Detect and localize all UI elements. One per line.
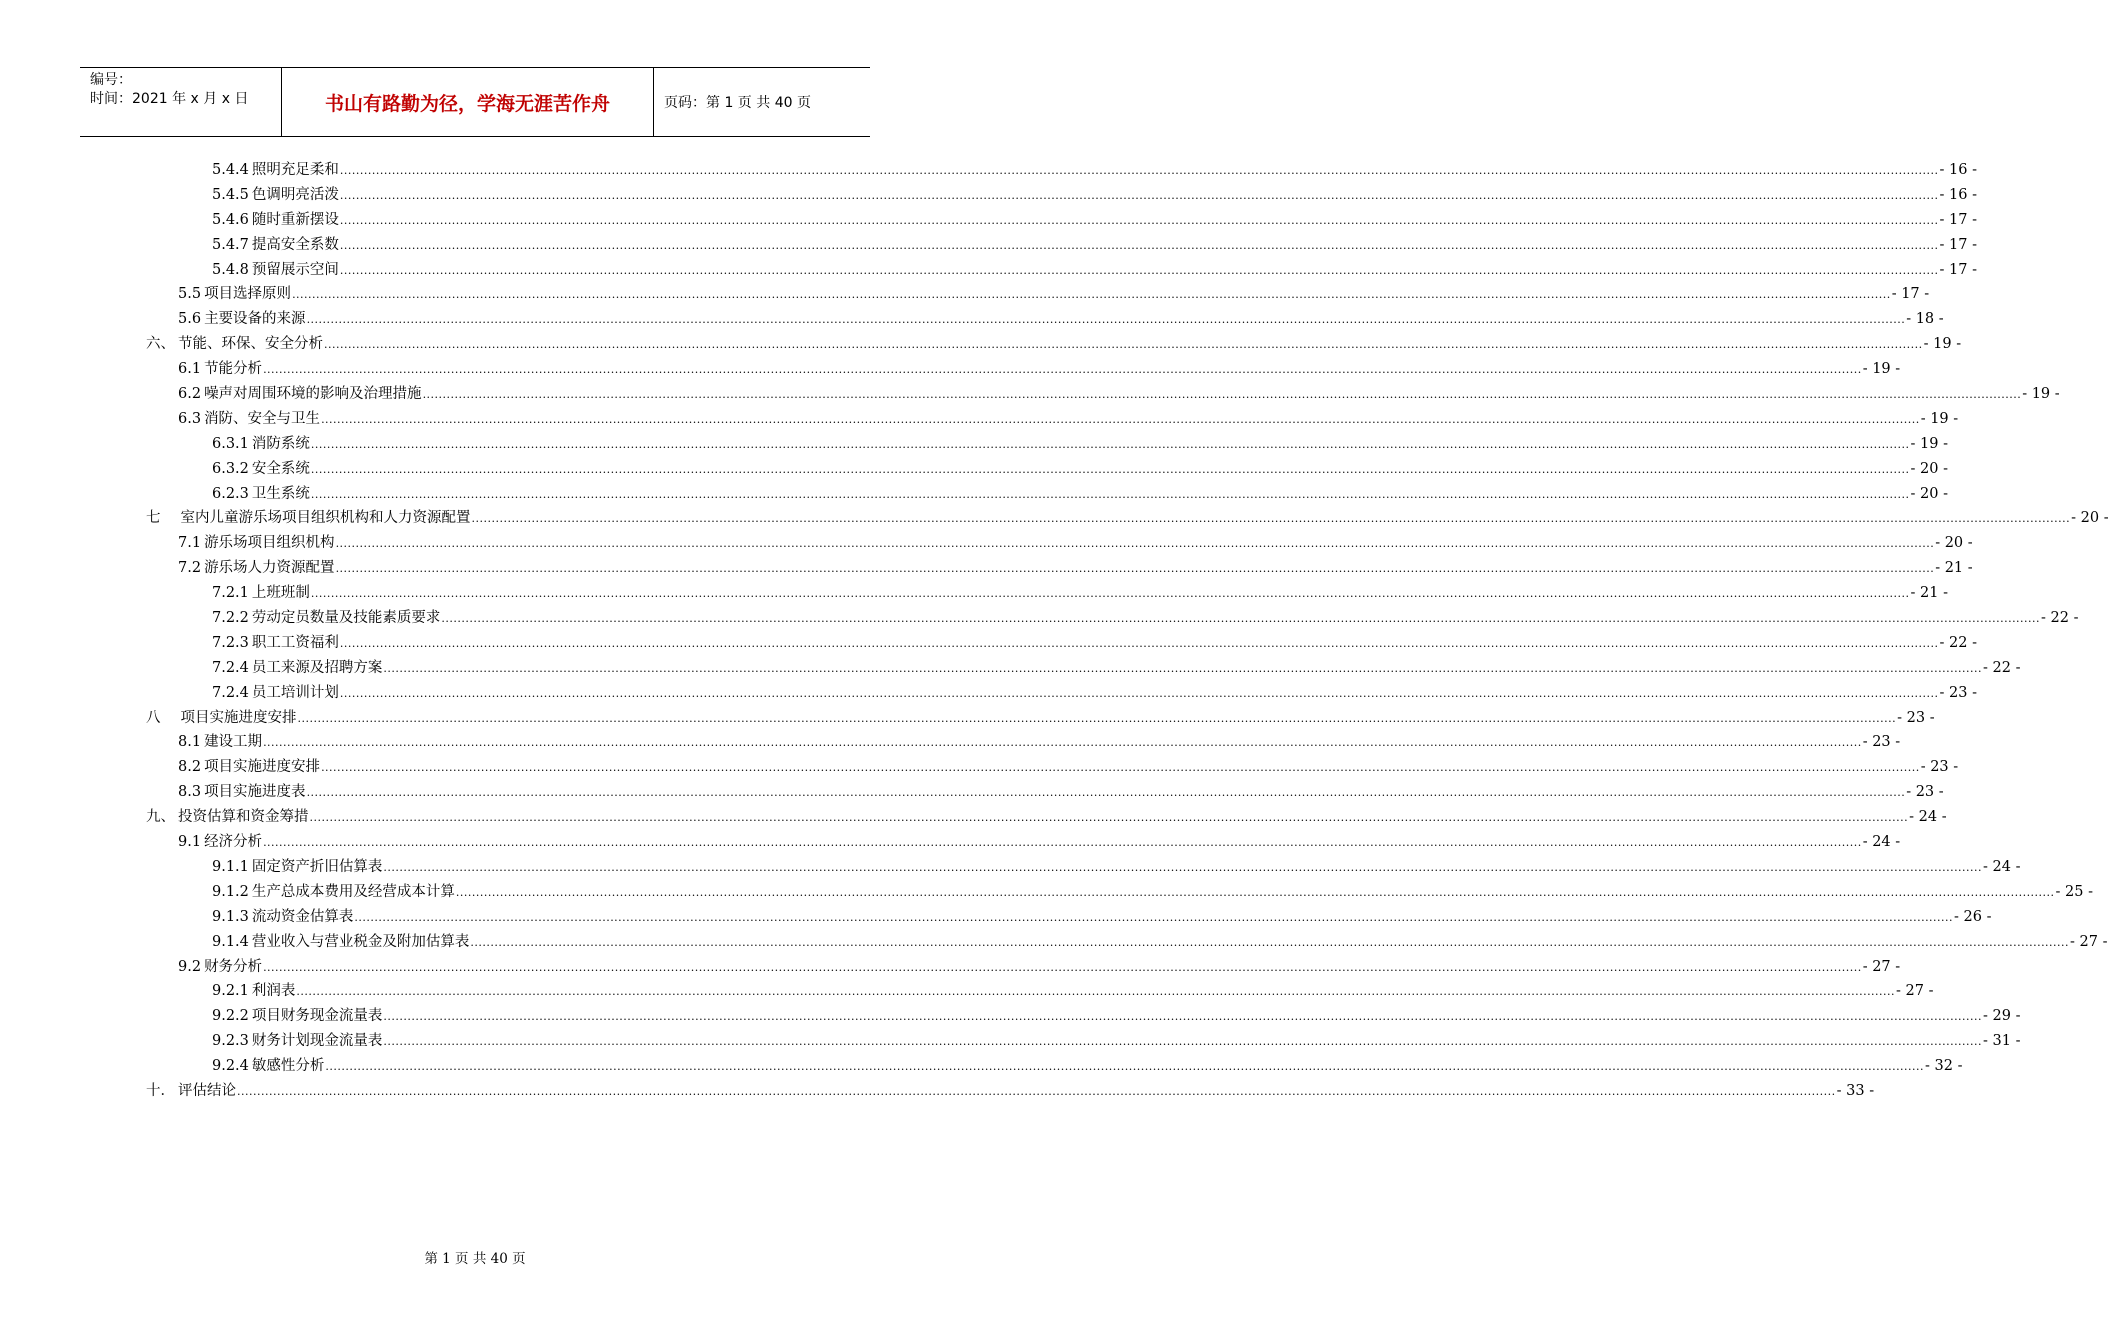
toc-dot-leader: ................................................................................................................................................................................................................................................................................................................................................................................................................ <box>339 213 1939 227</box>
toc-entry-title: 利润表 <box>251 983 296 1000</box>
toc-entry-page: - 16 - <box>1939 162 1978 178</box>
toc-entry[interactable] <box>0 307 1944 332</box>
toc-dot-leader: ................................................................................................................................................................................................................................................................................................................................................................................................................ <box>335 537 1935 551</box>
toc-entry[interactable] <box>0 930 2108 955</box>
toc-entry-number: 5.4.6 <box>212 211 249 228</box>
toc-entry-page: - 19 - <box>1910 435 1949 452</box>
toc-entry-page: - 19 - <box>1920 410 1959 427</box>
toc-entry-title: 游乐场项目组织机构 <box>204 535 335 552</box>
toc-entry-number: 十． <box>146 1082 175 1099</box>
toc-entry-title: 安全系统 <box>251 460 310 477</box>
toc-entry-number: 6.2.3 <box>212 485 249 502</box>
toc-entry[interactable] <box>0 656 2021 681</box>
toc-entry[interactable] <box>0 631 1978 656</box>
toc-dot-leader: ................................................................................................................................................................................................................................................................................................................................................................................................................ <box>321 761 1920 775</box>
toc-entry[interactable] <box>0 805 1947 830</box>
toc-entry-number: 9.1.3 <box>212 908 249 925</box>
toc-dot-leader: ................................................................................................................................................................................................................................................................................................................................................................................................................ <box>441 612 2041 626</box>
toc-dot-leader: ................................................................................................................................................................................................................................................................................................................................................................................................................ <box>471 512 2071 526</box>
toc-dot-leader: ................................................................................................................................................................................................................................................................................................................................................................................................................ <box>263 363 1862 377</box>
toc-entry-number: 八 <box>146 709 161 726</box>
toc-entry[interactable] <box>0 755 1959 780</box>
toc-entry-title: 项目财务现金流量表 <box>251 1008 383 1025</box>
toc-entry[interactable] <box>0 730 1901 755</box>
toc-dot-leader: ................................................................................................................................................................................................................................................................................................................................................................................................................ <box>310 462 1910 476</box>
toc-entry-page: - 19 - <box>2022 386 2060 403</box>
header-page-info: 页码：第 1 页 共 40 页 <box>664 95 811 111</box>
toc-entry-title: 项目选择原则 <box>204 286 292 303</box>
toc-dot-leader: ................................................................................................................................................................................................................................................................................................................................................................................................................ <box>237 1084 1836 1098</box>
toc-entry-number: 9.2.1 <box>212 983 249 1000</box>
toc-entry-page: - 20 - <box>2071 510 2109 527</box>
toc-entry-title: 敏感性分析 <box>251 1058 325 1075</box>
toc-dot-leader: ................................................................................................................................................................................................................................................................................................................................................................................................................ <box>339 238 1939 252</box>
toc-entry-number: 7.2 <box>178 560 202 577</box>
toc-entry-title: 员工培训计划 <box>251 684 339 701</box>
toc-entry-number: 7.1 <box>178 535 202 552</box>
toc-entry-number: 6.1 <box>178 361 202 378</box>
toc-entry-number: 六、 <box>146 336 175 353</box>
toc-entry-title: 项目实施进度安排 <box>204 759 321 776</box>
toc-dot-leader: ................................................................................................................................................................................................................................................................................................................................................................................................................ <box>324 338 1923 352</box>
toc-entry-number: 5.4.5 <box>212 186 249 203</box>
toc-entry-title: 主要设备的来源 <box>204 311 306 328</box>
toc-entry-number: 8.3 <box>178 784 202 801</box>
toc-dot-leader: ................................................................................................................................................................................................................................................................................................................................................................................................................ <box>325 1060 1925 1074</box>
toc-entry-page: - 27 - <box>1896 983 1934 1000</box>
toc-entry-title: 室内儿童游乐场项目组织机构和人力资源配置 <box>180 510 471 527</box>
toc-entry-title: 消防、安全与卫生 <box>204 410 321 427</box>
toc-entry-title: 投资估算和资金筹措 <box>178 809 309 826</box>
toc-dot-leader: ................................................................................................................................................................................................................................................................................................................................................................................................................ <box>339 188 1939 202</box>
toc-entry[interactable] <box>0 407 1959 432</box>
toc-entry[interactable] <box>0 830 1901 855</box>
toc-entry[interactable] <box>0 332 1962 357</box>
toc-entry[interactable] <box>0 905 1992 930</box>
toc-entry[interactable] <box>0 979 1934 1004</box>
toc-entry-title: 消防系统 <box>251 435 310 452</box>
toc-dot-leader: ................................................................................................................................................................................................................................................................................................................................................................................................................ <box>383 860 1983 874</box>
toc-entry[interactable] <box>0 208 1978 233</box>
toc-entry-title: 照明充足柔和 <box>251 162 339 178</box>
toc-entry[interactable] <box>0 482 1949 507</box>
toc-entry-number: 9.1.1 <box>212 858 249 875</box>
toc-entry-page: - 17 - <box>1939 236 1978 253</box>
toc-entry-page: - 27 - <box>2070 933 2108 950</box>
toc-entry-page: - 31 - <box>1983 1033 2021 1050</box>
toc-entry-number: 6.2 <box>178 386 202 403</box>
toc-dot-leader: ................................................................................................................................................................................................................................................................................................................................................................................................................ <box>383 661 1983 675</box>
toc-entry-page: - 29 - <box>1983 1008 2021 1025</box>
toc-entry-page: - 32 - <box>1925 1058 1963 1075</box>
toc-entry[interactable] <box>0 382 2060 407</box>
toc-entry-page: - 23 - <box>1906 784 1944 801</box>
toc-dot-leader: ................................................................................................................................................................................................................................................................................................................................................................................................................ <box>455 885 2055 899</box>
toc-dot-leader: ................................................................................................................................................................................................................................................................................................................................................................................................................ <box>339 263 1939 277</box>
toc-dot-leader: ................................................................................................................................................................................................................................................................................................................................................................................................................ <box>470 935 2070 949</box>
toc-entry-page: - 22 - <box>1983 659 2021 676</box>
toc-dot-leader: ................................................................................................................................................................................................................................................................................................................................................................................................................ <box>263 960 1862 974</box>
toc-entry-title: 项目实施进度安排 <box>180 709 297 726</box>
toc-entry-title: 流动资金估算表 <box>251 908 354 925</box>
toc-dot-leader: ................................................................................................................................................................................................................................................................................................................................................................................................................ <box>310 437 1910 451</box>
toc-entry[interactable] <box>0 780 1944 805</box>
toc-entry-title: 节能分析 <box>204 361 263 378</box>
toc-entry-number: 5.4.8 <box>212 261 249 278</box>
toc-dot-leader: ................................................................................................................................................................................................................................................................................................................................................................................................................ <box>310 587 1910 601</box>
toc-entry-number: 5.6 <box>178 311 202 328</box>
toc-entry-number: 7.2.3 <box>212 634 249 651</box>
toc-dot-leader: ................................................................................................................................................................................................................................................................................................................................................................................................................ <box>335 562 1935 576</box>
toc-entry-title: 预留展示空间 <box>251 261 339 278</box>
toc-entry[interactable] <box>0 258 1978 283</box>
toc-entry[interactable] <box>0 183 1978 208</box>
toc-entry-number: 8.1 <box>178 734 202 751</box>
toc-dot-leader: ................................................................................................................................................................................................................................................................................................................................................................................................................ <box>306 786 1906 800</box>
toc-dot-leader: ................................................................................................................................................................................................................................................................................................................................................................................................................ <box>339 686 1939 700</box>
toc-entry-number: 七 <box>146 510 161 527</box>
toc-entry-number: 7.2.1 <box>212 585 249 602</box>
toc-entry[interactable] <box>0 1054 1963 1079</box>
toc-entry-page: - 27 - <box>1862 958 1901 975</box>
toc-entry[interactable] <box>0 880 2094 905</box>
toc-entry[interactable] <box>0 1079 1875 1104</box>
toc-entry-number: 9.1 <box>178 834 202 851</box>
toc-entry[interactable] <box>0 581 1949 606</box>
toc-entry-page: - 24 - <box>1909 809 1947 826</box>
toc-entry-page: - 22 - <box>1939 634 1978 651</box>
toc-dot-leader: ................................................................................................................................................................................................................................................................................................................................................................................................................ <box>339 164 1939 177</box>
toc-entry-page: - 23 - <box>1939 684 1978 701</box>
toc-entry-title: 提高安全系数 <box>251 236 339 253</box>
toc-entry-page: - 23 - <box>1897 709 1935 726</box>
toc-entry-page: - 18 - <box>1906 311 1944 328</box>
toc-entry[interactable] <box>0 955 1901 980</box>
toc-entry-page: - 25 - <box>2055 883 2094 900</box>
toc-entry-number: 8.2 <box>178 759 202 776</box>
toc-entry-page: - 16 - <box>1939 186 1978 203</box>
toc-entry-number: 6.3.1 <box>212 435 249 452</box>
toc-entry[interactable] <box>0 506 2109 531</box>
toc-entry-number: 九、 <box>146 809 175 826</box>
toc-dot-leader: ................................................................................................................................................................................................................................................................................................................................................................................................................ <box>321 412 1920 426</box>
toc-entry-title: 职工工资福利 <box>251 634 339 651</box>
toc-entry-page: - 20 - <box>1910 485 1949 502</box>
toc-entry[interactable] <box>0 432 1949 457</box>
toc-entry-page: - 22 - <box>2041 610 2079 627</box>
code-label: 编号： <box>90 72 132 88</box>
toc-entry-title: 评估结论 <box>178 1082 236 1099</box>
toc-entry-title: 建设工期 <box>204 734 263 751</box>
toc-entry-title: 游乐场人力资源配置 <box>204 560 335 577</box>
toc-entry-title: 噪声对周围环境的影响及治理措施 <box>204 386 422 403</box>
toc-entry-number: 5.5 <box>178 286 202 303</box>
toc-entry-title: 劳动定员数量及技能素质要求 <box>251 610 441 627</box>
toc-entry-title: 色调明亮活泼 <box>251 186 339 203</box>
toc-entry[interactable] <box>0 1029 2021 1054</box>
toc-entry-number: 5.4.4 <box>212 162 249 178</box>
toc-dot-leader: ................................................................................................................................................................................................................................................................................................................................................................................................................ <box>383 1010 1983 1024</box>
toc-dot-leader: ................................................................................................................................................................................................................................................................................................................................................................................................................ <box>296 985 1896 999</box>
toc-entry-title: 卫生系统 <box>251 485 310 502</box>
toc-dot-leader: ................................................................................................................................................................................................................................................................................................................................................................................................................ <box>263 836 1862 850</box>
toc-entry-number: 7.2.4 <box>212 684 249 701</box>
toc-dot-leader: ................................................................................................................................................................................................................................................................................................................................................................................................................ <box>310 487 1910 501</box>
toc-entry[interactable] <box>0 357 1901 382</box>
toc-entry-page: - 24 - <box>1983 858 2021 875</box>
toc-entry[interactable] <box>0 556 1973 581</box>
toc-entry-page: - 19 - <box>1862 361 1901 378</box>
toc-entry-title: 员工来源及招聘方案 <box>251 659 383 676</box>
toc-dot-leader: ................................................................................................................................................................................................................................................................................................................................................................................................................ <box>383 1035 1983 1049</box>
page-footer: 第 1 页 共 40 页 <box>424 1251 526 1267</box>
toc-entry-title: 生产总成本费用及经营成本计算 <box>251 883 455 900</box>
toc-entry[interactable] <box>0 233 1978 258</box>
header-motto: 书山有路勤为径，学海无涯苦作舟 <box>282 68 654 136</box>
table-of-contents <box>0 158 2109 1104</box>
toc-entry[interactable] <box>0 706 1935 731</box>
toc-entry-title: 节能、环保、安全分析 <box>178 336 323 353</box>
toc-entry[interactable] <box>0 855 2021 880</box>
toc-entry-page: - 19 - <box>1923 336 1962 353</box>
toc-entry[interactable] <box>0 681 1978 706</box>
toc-entry-page: - 21 - <box>1935 560 1973 577</box>
toc-entry-title: 项目实施进度表 <box>204 784 306 801</box>
toc-entry-title: 营业收入与营业税金及附加估算表 <box>251 933 470 950</box>
toc-dot-leader: ................................................................................................................................................................................................................................................................................................................................................................................................................ <box>354 910 1954 924</box>
toc-entry-number: 9.2.4 <box>212 1058 249 1075</box>
toc-dot-leader: ................................................................................................................................................................................................................................................................................................................................................................................................................ <box>339 636 1939 650</box>
toc-entry-number: 9.1.2 <box>212 883 249 900</box>
toc-entry[interactable] <box>0 1004 2021 1029</box>
toc-entry-page: - 23 - <box>1862 734 1901 751</box>
toc-entry-number: 9.2.3 <box>212 1033 249 1050</box>
toc-entry-title: 财务计划现金流量表 <box>251 1033 383 1050</box>
toc-entry-number: 9.2 <box>178 958 202 975</box>
toc-entry-page: - 33 - <box>1836 1082 1875 1099</box>
toc-entry-page: - 17 - <box>1939 261 1978 278</box>
toc-entry-page: - 24 - <box>1862 834 1901 851</box>
toc-entry-title: 随时重新摆设 <box>251 211 339 228</box>
toc-entry[interactable] <box>0 158 1978 183</box>
toc-entry-page: - 23 - <box>1920 759 1959 776</box>
toc-entry-title: 财务分析 <box>204 958 263 975</box>
page-header <box>80 67 870 137</box>
toc-dot-leader: ................................................................................................................................................................................................................................................................................................................................................................................................................ <box>292 288 1891 302</box>
toc-entry-page: - 17 - <box>1891 286 1930 303</box>
toc-entry-number: 5.4.7 <box>212 236 249 253</box>
header-meta <box>80 68 282 136</box>
toc-entry-number: 6.3 <box>178 410 202 427</box>
toc-entry-number: 9.2.2 <box>212 1008 249 1025</box>
toc-entry-title: 经济分析 <box>204 834 263 851</box>
toc-entry-page: - 21 - <box>1910 585 1949 602</box>
toc-entry-page: - 17 - <box>1939 211 1978 228</box>
toc-dot-leader: ................................................................................................................................................................................................................................................................................................................................................................................................................ <box>309 811 1909 825</box>
toc-dot-leader: ................................................................................................................................................................................................................................................................................................................................................................................................................ <box>297 711 1897 725</box>
toc-entry-page: - 20 - <box>1910 460 1949 477</box>
toc-entry-number: 7.2.4 <box>212 659 249 676</box>
toc-dot-leader: ................................................................................................................................................................................................................................................................................................................................................................................................................ <box>422 388 2022 402</box>
toc-entry-title: 上班班制 <box>251 585 310 602</box>
toc-dot-leader: ................................................................................................................................................................................................................................................................................................................................................................................................................ <box>263 736 1862 750</box>
toc-entry-number: 7.2.2 <box>212 610 249 627</box>
toc-entry[interactable] <box>0 457 1949 482</box>
toc-entry-page: - 20 - <box>1935 535 1973 552</box>
toc-entry[interactable] <box>0 282 1930 307</box>
toc-entry-number: 6.3.2 <box>212 460 249 477</box>
toc-entry-title: 固定资产折旧估算表 <box>251 858 383 875</box>
toc-dot-leader: ................................................................................................................................................................................................................................................................................................................................................................................................................ <box>306 313 1906 327</box>
toc-entry[interactable] <box>0 606 2079 631</box>
time-label: 时间：2021 年 x 月 x 日 <box>90 91 249 107</box>
toc-entry[interactable] <box>0 531 1973 556</box>
toc-entry-page: - 26 - <box>1954 908 1992 925</box>
toc-entry-number: 9.1.4 <box>212 933 249 950</box>
